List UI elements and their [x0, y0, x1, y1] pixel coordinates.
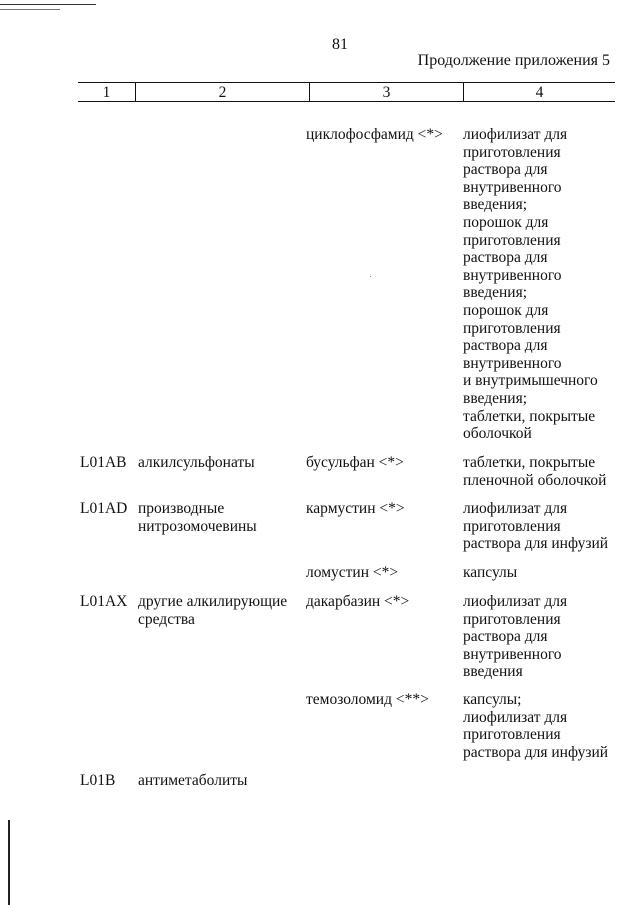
scan-artifact-line	[0, 4, 96, 5]
scan-artifact-line	[0, 9, 60, 10]
dosage-form: лиофилизат для приготовления раствора для внутривенного введения; порошок для приготовления раствора для внутривенного введения; порошок для приготовления раствора для внутривенного и внутримышечного введения; таблетки, покрытые оболочкой	[463, 126, 598, 443]
page-number: 81	[332, 36, 348, 53]
atc-code: L01B	[80, 772, 116, 789]
drug-name: дакарбазин <*>	[306, 593, 410, 610]
header-col-3: 3	[382, 84, 391, 101]
header-col-2: 2	[218, 84, 227, 101]
drug-name: бусульфан <*>	[306, 454, 404, 471]
atc-group: производные нитрозомочевины	[138, 500, 257, 535]
atc-code: L01AD	[80, 500, 128, 517]
dosage-form: лиофилизат для приготовления раствора для инфузий	[463, 500, 609, 553]
header-col-1: 1	[102, 84, 111, 101]
atc-code: L01AB	[80, 454, 127, 471]
atc-group: другие алкилирующие средства	[138, 593, 288, 628]
dosage-form: лиофилизат для приготовления раствора для внутривенного введения	[463, 593, 568, 681]
dosage-form: капсулы; лиофилизат для приготовления раствора для инфузий	[463, 691, 609, 761]
atc-group: алкилсульфонаты	[138, 454, 255, 471]
atc-code: L01AX	[80, 593, 128, 610]
drug-name: темозоломид <**>	[306, 691, 429, 708]
scan-speck	[370, 276, 371, 277]
atc-group: антиметаболиты	[138, 772, 248, 789]
scan-artifact-edge	[8, 820, 10, 905]
drug-name: циклофосфамид <*>	[306, 126, 443, 143]
header-col-4: 4	[535, 84, 544, 101]
dosage-form: таблетки, покрытые пленочной оболочкой	[463, 454, 607, 489]
drug-name: ломустин <*>	[306, 564, 399, 581]
appendix-continuation-label: Продолжение приложения 5	[417, 52, 610, 69]
dosage-form: капсулы	[463, 564, 518, 581]
drug-name: кармустин <*>	[306, 500, 405, 517]
header-top-rule	[78, 82, 615, 83]
